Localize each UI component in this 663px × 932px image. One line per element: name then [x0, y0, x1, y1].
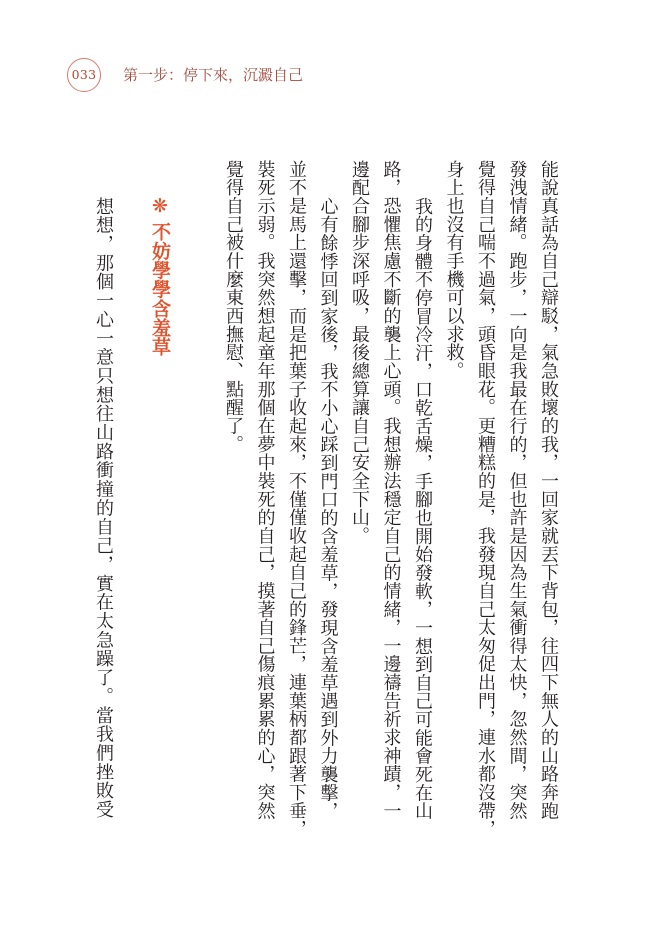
text-line: 覺得自己被什麼東西撫慰、點醒了。	[223, 160, 244, 454]
text-line: 邊配合腳步深呼吸，最後總算讓自己安全下山。	[349, 160, 370, 545]
text-line: 身上也沒有手機可以求救。	[443, 160, 465, 380]
paragraph	[88, 160, 120, 860]
section-heading-text: 不妨學學含羞草	[149, 222, 171, 357]
section-heading	[146, 196, 174, 356]
asterisk-icon	[150, 196, 170, 216]
section-body-text	[87, 160, 119, 860]
page-number-badge	[67, 58, 101, 92]
page-number: 033	[71, 66, 97, 82]
text-line: 我的身體不停冒冷汗，口乾舌燥，手腳也開始發軟，一想到自己可能會死在山	[412, 196, 433, 820]
text-line: 覺得自己喘不過氣，頭昏眼花。更糟糕的是，我發現自己太匆促出門，連水都沒帶，	[475, 160, 496, 839]
paragraph	[438, 160, 564, 860]
text-line: 想想，那個一心一意只想往山路衝撞的自己，實在太急躁了。當我們挫敗受	[93, 196, 114, 819]
paragraph	[218, 160, 344, 860]
text-line: 心有餘悸回到家後，我不小心踩到門口的含羞草，發現含羞草遇到外力襲擊，	[317, 196, 339, 820]
chapter-title: 第一步：停下來，沉澱自己	[123, 66, 304, 84]
paragraph	[344, 160, 439, 860]
body-text	[217, 160, 564, 860]
text-line: 裝死示弱。我突然想起童年那個在夢中裝死的自己，摸著自己傷痕累累的心，突然	[254, 160, 276, 820]
text-line: 並不是馬上還擊，而是把葉子收起來，不僅僅收起自己的鋒芒，連葉柄都跟著下垂，	[286, 160, 307, 839]
text-line: 路，恐懼焦慮不斷的襲上心頭。我想辦法穩定自己的情緒，一邊禱告祈求神蹟，一	[380, 160, 402, 820]
text-line: 能說真話為自己辯駁，氣急敗壞的我，一回家就丟下背包，往四下無人的山路奔跑	[538, 160, 559, 820]
text-line: 發洩情緒。跑步，一向是我最在行的，但也許是因為生氣衝得太快，忽然間，突然	[506, 160, 528, 820]
